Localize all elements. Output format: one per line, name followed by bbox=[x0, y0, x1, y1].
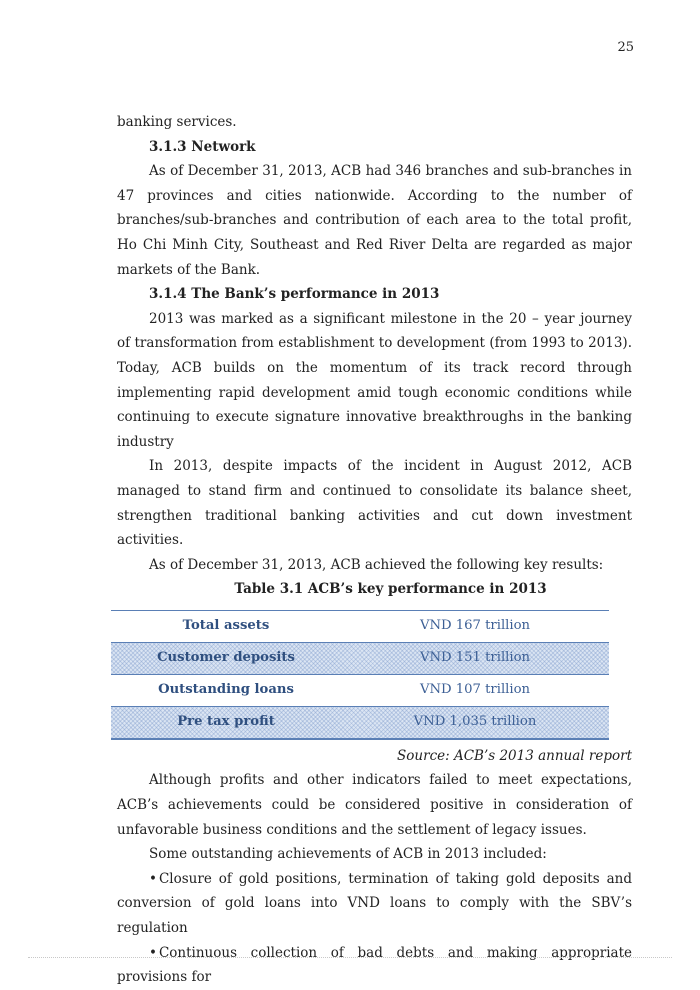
table-row bbox=[111, 706, 609, 739]
page-number: 25 bbox=[617, 40, 634, 55]
table-row bbox=[111, 611, 609, 642]
section-heading-network: 3.1.3 Network bbox=[149, 138, 256, 155]
paragraph-network: As of December 31, 2013, ACB had 346 branches and sub-branches in 47 provinces and cities nationwide. According to the number of branches/sub-branches and contribution of each area to the total profit, Ho Chi Minh City, Southeast and Red River Delta are regarded as major markets of the Bank. bbox=[117, 163, 632, 278]
document-body bbox=[117, 110, 632, 990]
table-cell-value: VND 151 trillion bbox=[419, 650, 531, 666]
table-cell-value: VND 1,035 trillion bbox=[413, 714, 537, 730]
table-row bbox=[111, 675, 609, 706]
list-item-text: Closure of gold positions, termination of taking gold deposits and conversion of gold loans into VND loans to comply with the SBV’s regulation bbox=[117, 870, 632, 937]
table-cell-label: Pre tax profit bbox=[177, 714, 275, 730]
table-source: Source: ACB’s 2013 annual report bbox=[397, 747, 632, 764]
page-bottom-divider bbox=[28, 957, 672, 958]
list-item bbox=[117, 867, 632, 941]
table-cell-label: Total assets bbox=[182, 618, 270, 634]
list-item bbox=[117, 941, 632, 990]
paragraph-continuation: banking services. bbox=[117, 114, 237, 130]
section-heading-performance: 3.1.4 The Bank’s performance in 2013 bbox=[149, 286, 440, 303]
bullet-icon: • bbox=[149, 944, 157, 961]
paragraph-achievements-intro: Some outstanding achievements of ACB in 2013 included: bbox=[149, 846, 547, 863]
table-cell-value: VND 107 trillion bbox=[419, 682, 531, 698]
paragraph-key-results: As of December 31, 2013, ACB achieved the following key results: bbox=[149, 556, 604, 573]
paragraph-performance: 2013 was marked as a significant milestone in the 20 – year journey of transformation from establishment to development (from 1993 to 2013). Today, ACB builds on the momentum of its track record through implementing rapid development amid tough economic conditions while continuing to execute signature innovative breakthroughs in the banking industry bbox=[117, 310, 632, 450]
paragraph-although: Although profits and other indicators failed to meet expectations, ACB’s achievements could be considered positive in consideration of unfavorable business conditions and the settlement of legacy issues. bbox=[117, 772, 632, 838]
table-cell-label: Outstanding loans bbox=[158, 682, 294, 698]
table-cell-value: VND 167 trillion bbox=[419, 618, 531, 634]
table-cell-label: Customer deposits bbox=[157, 650, 295, 666]
table-row bbox=[111, 642, 609, 675]
list-item-text: Continuous collection of bad debts and making appropriate provisions for bbox=[117, 944, 632, 986]
paragraph-2013: In 2013, despite impacts of the incident in August 2012, ACB managed to stand firm and continued to consolidate its balance sheet, strengthen traditional banking activities and cut down investment activities. bbox=[117, 458, 632, 549]
bullet-icon: • bbox=[149, 870, 157, 887]
table-caption: Table 3.1 ACB’s key performance in 2013 bbox=[234, 581, 547, 598]
performance-table bbox=[111, 610, 609, 740]
